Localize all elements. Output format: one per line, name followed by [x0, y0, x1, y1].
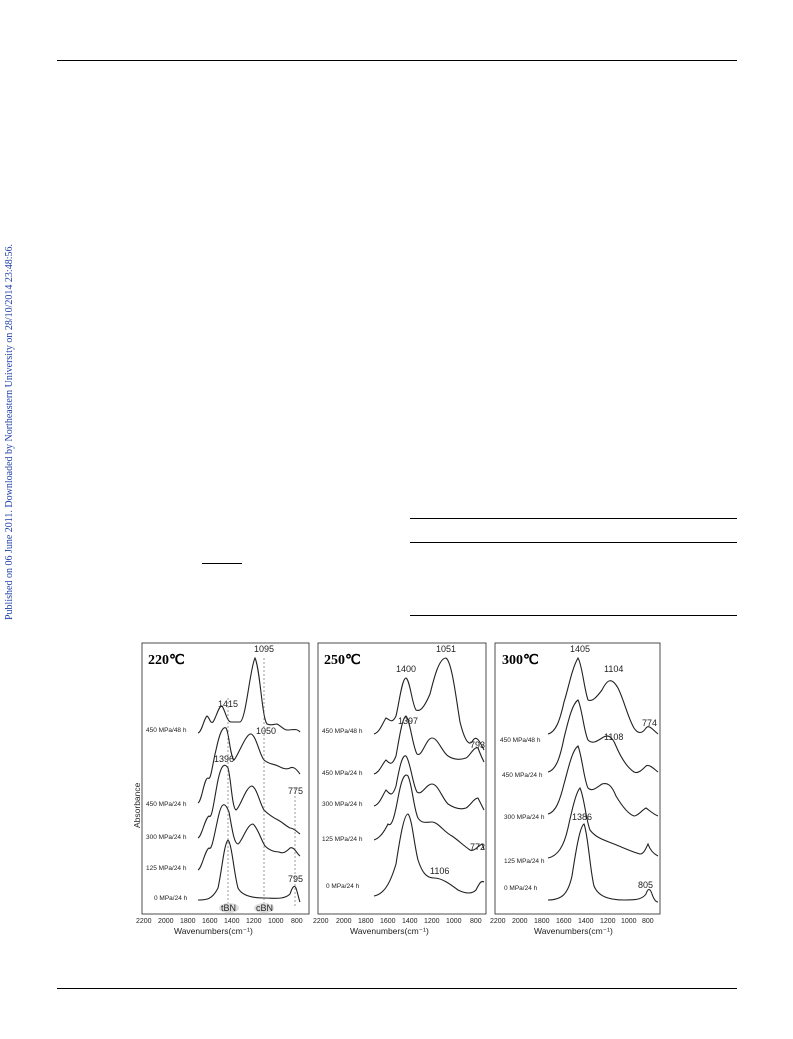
- x-tick-label: 1200: [600, 918, 616, 925]
- condition-label: 450 MPa/24 h: [146, 801, 187, 808]
- x-tick-label: 800: [291, 918, 303, 925]
- condition-label: 0 MPa/24 h: [504, 885, 538, 892]
- x-tick-label: 1200: [424, 918, 440, 925]
- condition-label: 0 MPa/24 h: [326, 883, 360, 890]
- spectrum-line: [374, 658, 484, 750]
- spectrum-line: [374, 775, 484, 850]
- peak-label: 1396: [214, 754, 235, 764]
- condition-label: 450 MPa/24 h: [502, 772, 543, 779]
- x-tick-label: 1400: [402, 918, 418, 925]
- spectrum-line: [198, 805, 300, 870]
- x-axis-label: Wavenumbers(cm⁻¹): [174, 926, 253, 936]
- condition-label: 125 MPa/24 h: [504, 858, 545, 865]
- panel-title: 220℃: [148, 653, 185, 668]
- short-rule: [202, 563, 242, 564]
- spectrum-line: [548, 746, 658, 816]
- x-tick-label: 800: [642, 918, 654, 925]
- peak-label: 1095: [254, 644, 275, 654]
- x-tick-labels: [490, 918, 654, 925]
- peak-label: 1415: [218, 699, 239, 709]
- peak-label: 1405: [570, 644, 591, 654]
- condition-label: 125 MPa/24 h: [322, 836, 363, 843]
- peak-label: 793: [470, 740, 486, 750]
- band-label: cBN: [256, 903, 274, 913]
- condition-label: 300 MPa/24 h: [322, 801, 363, 808]
- panel-title: 250℃: [324, 653, 361, 668]
- spectrum-line: [548, 788, 658, 858]
- peak-label: 1106: [430, 866, 450, 876]
- x-axis-label: Wavenumbers(cm⁻¹): [534, 926, 613, 936]
- spectrum-line: [548, 700, 658, 773]
- x-tick-label: 1000: [268, 918, 284, 925]
- x-tick-label: 1400: [224, 918, 240, 925]
- condition-label: 125 MPa/24 h: [146, 865, 187, 872]
- x-tick-labels: [313, 918, 482, 925]
- spectra-220: [198, 658, 300, 902]
- x-tick-label: 1800: [180, 918, 196, 925]
- footer-rule: [57, 988, 737, 989]
- x-tick-label: 2000: [158, 918, 174, 925]
- x-tick-label: 1600: [556, 918, 572, 925]
- spectrum-line: [198, 728, 300, 803]
- spectrum-line: [374, 814, 484, 896]
- spectra-300: [548, 658, 658, 902]
- peak-label: 1108: [604, 732, 624, 742]
- condition-label: 450 MPa/48 h: [500, 737, 541, 744]
- x-tick-label: 1600: [380, 918, 396, 925]
- peak-label: 1400: [396, 664, 417, 674]
- x-tick-label: 1600: [202, 918, 218, 925]
- x-tick-labels: [136, 918, 303, 925]
- x-tick-label: 1800: [358, 918, 374, 925]
- spectrum-line: [198, 658, 300, 733]
- spectra-250: [374, 658, 484, 896]
- y-axis-label: Absorbance: [132, 782, 142, 828]
- peak-label: 1051: [436, 644, 457, 654]
- x-tick-label: 1800: [534, 918, 550, 925]
- table-header-rule: [410, 542, 737, 543]
- spectrum-line: [374, 756, 484, 810]
- header-rule: [57, 60, 737, 61]
- condition-label: 450 MPa/48 h: [322, 728, 363, 735]
- peak-label: 795: [288, 874, 304, 884]
- x-axis-label: Wavenumbers(cm⁻¹): [350, 926, 429, 936]
- peak-label: 774: [642, 718, 658, 728]
- peak-label: 772: [470, 842, 486, 852]
- x-tick-label: 2200: [490, 918, 506, 925]
- peak-label: 1397: [398, 716, 419, 726]
- peak-label: 805: [638, 880, 654, 890]
- x-tick-label: 1400: [578, 918, 594, 925]
- publication-notice[interactable]: Published on 06 June 2011. Downloaded by Northeastern University on 28/10/2014 23:48:56.: [4, 244, 15, 620]
- panel-frame: [142, 643, 309, 914]
- condition-label: 300 MPa/24 h: [146, 834, 187, 841]
- spectrum-line: [374, 716, 484, 774]
- condition-label: 0 MPa/24 h: [154, 895, 188, 902]
- condition-label: 300 MPa/24 h: [504, 814, 545, 821]
- x-tick-label: 800: [470, 918, 482, 925]
- table-top-rule: [410, 518, 737, 519]
- band-label: tBN: [221, 903, 237, 913]
- x-tick-label: 2200: [313, 918, 329, 925]
- x-tick-label: 1000: [446, 918, 462, 925]
- peak-label: 1104: [604, 664, 624, 674]
- x-tick-label: 2000: [512, 918, 528, 925]
- x-tick-label: 2200: [136, 918, 152, 925]
- x-tick-label: 1200: [246, 918, 262, 925]
- panel-title: 300℃: [502, 653, 539, 668]
- panel-frame: [318, 643, 486, 914]
- peak-label: 775: [288, 786, 304, 796]
- spectrum-line: [198, 840, 300, 902]
- condition-label: 450 MPa/48 h: [146, 727, 187, 734]
- table-bottom-rule: [410, 615, 737, 616]
- x-tick-label: 2000: [336, 918, 352, 925]
- peak-label: 1386: [572, 812, 593, 822]
- x-tick-label: 1000: [621, 918, 637, 925]
- condition-label: 450 MPa/24 h: [322, 770, 363, 777]
- spectrum-line: [548, 824, 658, 902]
- ftir-figure: [134, 638, 663, 938]
- peak-label: 1050: [256, 726, 277, 736]
